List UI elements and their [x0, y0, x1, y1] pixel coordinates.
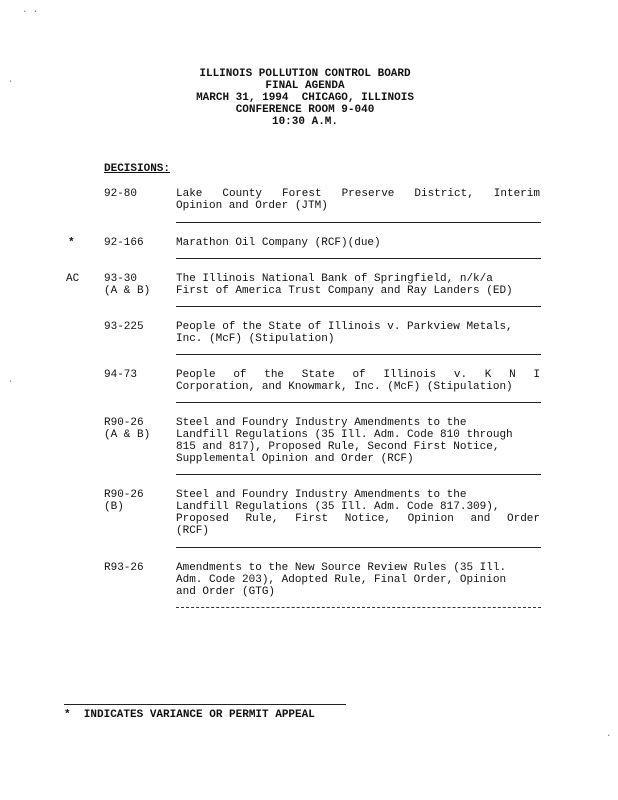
item-description [176, 417, 540, 465]
scan-speck: · [606, 731, 612, 741]
variance-flag: * [68, 237, 75, 249]
description-line: Corporation, and Knowmark, Inc. (McF) (Stipulation) [176, 381, 513, 393]
docket-number: 93-225 [104, 321, 144, 333]
scan-speck: ˛ [8, 73, 14, 83]
description-line: Adm. Code 203), Adopted Rule, Final Order, Opinion [176, 574, 507, 586]
agenda-header [140, 68, 470, 128]
item-separator [176, 258, 541, 259]
header-time: 10:30 A.M. [271, 116, 338, 128]
description-line: Inc. (McF) (Stipulation) [176, 333, 335, 345]
docket-number: 92-80 [104, 188, 138, 200]
item-separator [176, 547, 541, 548]
item-separator [176, 306, 541, 307]
item-separator [176, 474, 541, 475]
item-flag: AC [66, 273, 80, 285]
header-date-location: MARCH 31, 1994 CHICAGO, ILLINOIS [196, 92, 414, 104]
scan-speck: ˛ [8, 373, 14, 383]
description-line: Landfill Regulations (35 Ill. Adm. Code 817.309), [176, 501, 500, 513]
docket-number: 94-73 [104, 369, 138, 381]
docket-number: R90-26 (A & B) [104, 417, 151, 441]
description-line: Lake County Forest Preserve District, Interim [176, 188, 540, 200]
item-description [176, 321, 540, 345]
item-separator [176, 222, 541, 223]
description-line: Amendments to the New Source Review Rules (35 Ill. [176, 562, 507, 574]
description-line: (RCF) [176, 525, 210, 537]
docket-number: R93-26 [104, 562, 144, 574]
item-description [176, 273, 540, 297]
description-line: Landfill Regulations (35 Ill. Adm. Code 810 through [176, 429, 513, 441]
description-line: Opinion and Order (JTM) [176, 200, 328, 212]
item-description [176, 562, 540, 598]
section-title-decisions: DECISIONS: [104, 163, 171, 175]
item-separator [176, 354, 541, 355]
description-line: and Order (GTG) [176, 586, 276, 598]
footer-note: * INDICATES VARIANCE OR PERMIT APPEAL [64, 709, 315, 721]
description-line: 815 and 817), Proposed Rule, Second First Notice, [176, 441, 500, 453]
description-line: Proposed Rule, First Notice, Opinion and Order [176, 513, 540, 525]
docket-number: R90-26 (B) [104, 489, 144, 513]
docket-number: 92-166 [104, 237, 144, 249]
item-separator [176, 607, 541, 608]
footer-separator [64, 704, 346, 705]
item-description [176, 489, 540, 537]
description-line: Steel and Foundry Industry Amendments to the [176, 417, 467, 429]
description-line: First of America Trust Company and Ray Landers (ED) [176, 285, 513, 297]
item-description [176, 369, 540, 393]
description-line: Marathon Oil Company (RCF)(due) [176, 237, 381, 249]
description-line: People of the State of Illinois v. Parkview Metals, [176, 321, 513, 333]
scan-speck: · · [22, 7, 39, 17]
item-description [176, 188, 540, 212]
item-separator [176, 402, 541, 403]
description-line: Steel and Foundry Industry Amendments to the [176, 489, 467, 501]
description-line: The Illinois National Bank of Springfield, n/k/a [176, 273, 493, 285]
header-board-name: ILLINOIS POLLUTION CONTROL BOARD [199, 68, 411, 80]
header-agenda-title: FINAL AGENDA [265, 80, 345, 92]
description-line: People of the State of Illinois v. K N I [176, 369, 540, 381]
header-room: CONFERENCE ROOM 9-040 [235, 104, 375, 116]
description-line: Supplemental Opinion and Order (RCF) [176, 453, 414, 465]
item-description [176, 237, 540, 249]
docket-number: 93-30 (A & B) [104, 273, 151, 297]
